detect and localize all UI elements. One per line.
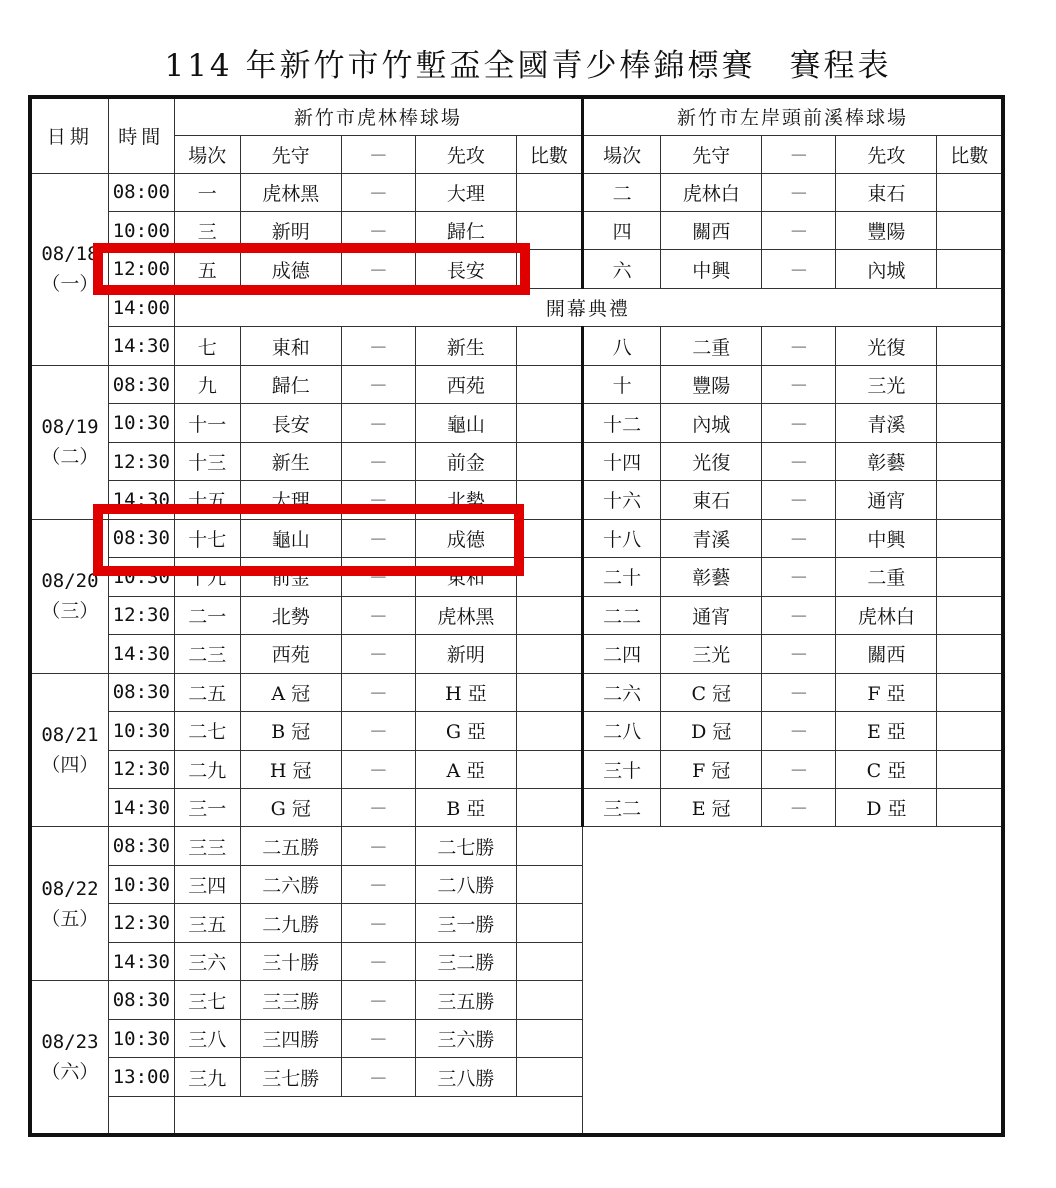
- schedule-row: [30, 481, 1003, 519]
- game-number-b: 二四: [582, 635, 660, 673]
- team-home-b: 虎林白: [836, 596, 937, 634]
- vs-dash-a: －: [341, 827, 415, 865]
- schedule-row: [30, 558, 1003, 596]
- score-cell-a: [516, 211, 582, 249]
- header-score-a: 比數: [516, 135, 582, 173]
- venue-b-name: 新竹市左岸頭前溪棒球場: [582, 97, 1003, 135]
- team-away-a: 三十勝: [240, 942, 341, 980]
- score-cell-a: [516, 673, 582, 711]
- game-number-a: 十五: [174, 481, 240, 519]
- team-away-a: 新生: [240, 442, 341, 480]
- schedule-row: [30, 404, 1003, 442]
- team-home-b: E 亞: [836, 712, 937, 750]
- venue-a-name: 新竹市虎林棒球場: [174, 97, 582, 135]
- time-cell: 12:30: [108, 904, 174, 942]
- score-cell-a: [516, 942, 582, 980]
- game-number-b: 二二: [582, 596, 660, 634]
- schedule-row: [30, 250, 1003, 288]
- vs-dash-b: －: [762, 442, 836, 480]
- time-cell: 14:00: [108, 288, 174, 326]
- weekday-label: （二）: [41, 446, 99, 469]
- team-away-a: A 冠: [240, 673, 341, 711]
- score-cell-a: [516, 519, 582, 557]
- team-away-b: 豐陽: [661, 365, 762, 403]
- vs-dash-a: －: [341, 673, 415, 711]
- team-home-a: 長安: [415, 250, 516, 288]
- game-number-a: 三九: [174, 1058, 240, 1096]
- team-home-a: 虎林黑: [415, 596, 516, 634]
- game-number-b: 二: [582, 173, 660, 211]
- date-label: 08/20: [41, 570, 99, 593]
- date-label: 08/23: [41, 1031, 99, 1054]
- date-cell: [30, 981, 108, 1135]
- vs-dash-b: －: [762, 365, 836, 403]
- time-cell: 12:30: [108, 596, 174, 634]
- score-cell-b: [937, 211, 1003, 249]
- team-home-a: 三五勝: [415, 981, 516, 1019]
- vs-dash-a: －: [341, 327, 415, 365]
- team-home-a: 三二勝: [415, 942, 516, 980]
- time-cell: 08:00: [108, 173, 174, 211]
- team-away-a: 虎林黑: [240, 173, 341, 211]
- header-score-b: 比數: [937, 135, 1003, 173]
- team-away-b: 彰藝: [661, 558, 762, 596]
- game-number-a: 九: [174, 365, 240, 403]
- score-cell-a: [516, 789, 582, 827]
- score-cell-b: [937, 558, 1003, 596]
- game-number-b: 十二: [582, 404, 660, 442]
- vs-dash-b: －: [762, 250, 836, 288]
- time-cell: 14:30: [108, 327, 174, 365]
- time-cell: 10:00: [108, 211, 174, 249]
- vs-dash-b: －: [762, 211, 836, 249]
- team-away-b: 二重: [661, 327, 762, 365]
- score-cell-a: [516, 1058, 582, 1096]
- team-home-a: H 亞: [415, 673, 516, 711]
- time-cell: 08:30: [108, 519, 174, 557]
- schedule-row: [30, 365, 1003, 403]
- vs-dash-b: －: [762, 673, 836, 711]
- time-cell: 10:30: [108, 865, 174, 903]
- time-cell: 14:30: [108, 942, 174, 980]
- team-away-a: 成德: [240, 250, 341, 288]
- team-home-b: F 亞: [836, 673, 937, 711]
- score-cell-b: [937, 365, 1003, 403]
- header-away-b: 先守: [661, 135, 762, 173]
- team-home-b: 光復: [836, 327, 937, 365]
- team-away-a: 三四勝: [240, 1019, 341, 1057]
- game-number-a: 二一: [174, 596, 240, 634]
- vs-dash-a: －: [341, 519, 415, 557]
- team-home-a: A 亞: [415, 750, 516, 788]
- game-number-b: 三十: [582, 750, 660, 788]
- date-cell: [30, 519, 108, 673]
- game-number-a: 三: [174, 211, 240, 249]
- game-number-a: 三七: [174, 981, 240, 1019]
- game-number-a: 一: [174, 173, 240, 211]
- team-away-b: 光復: [661, 442, 762, 480]
- team-home-a: 二七勝: [415, 827, 516, 865]
- vs-dash-b: －: [762, 635, 836, 673]
- vs-dash-a: －: [341, 173, 415, 211]
- score-cell-a: [516, 250, 582, 288]
- team-home-b: 通宵: [836, 481, 937, 519]
- team-away-a: 二六勝: [240, 865, 341, 903]
- team-away-a: 前金: [240, 558, 341, 596]
- schedule-table: [28, 95, 1005, 1137]
- team-away-b: 虎林白: [661, 173, 762, 211]
- score-cell-a: [516, 750, 582, 788]
- schedule-row: [30, 789, 1003, 827]
- time-cell: 08:30: [108, 981, 174, 1019]
- score-cell-a: [516, 404, 582, 442]
- team-home-b: 三光: [836, 365, 937, 403]
- vs-dash-b: －: [762, 327, 836, 365]
- team-away-a: 新明: [240, 211, 341, 249]
- team-home-a: 三八勝: [415, 1058, 516, 1096]
- team-away-a: H 冠: [240, 750, 341, 788]
- time-cell: 08:30: [108, 827, 174, 865]
- vs-dash-a: －: [341, 635, 415, 673]
- vs-dash-a: －: [341, 211, 415, 249]
- team-away-a: 長安: [240, 404, 341, 442]
- header-dash-b: －: [762, 135, 836, 173]
- team-away-a: 西苑: [240, 635, 341, 673]
- team-home-a: B 亞: [415, 789, 516, 827]
- schedule-row: [30, 173, 1003, 211]
- game-number-b: 十八: [582, 519, 660, 557]
- score-cell-a: [516, 712, 582, 750]
- game-number-b: 十六: [582, 481, 660, 519]
- team-home-a: 二八勝: [415, 865, 516, 903]
- vs-dash-a: －: [341, 981, 415, 1019]
- schedule-row: [30, 827, 1003, 865]
- team-away-a: 三七勝: [240, 1058, 341, 1096]
- score-cell-b: [937, 519, 1003, 557]
- team-home-b: 內城: [836, 250, 937, 288]
- team-away-b: 東石: [661, 481, 762, 519]
- time-cell: 14:30: [108, 635, 174, 673]
- score-cell-b: [937, 750, 1003, 788]
- team-away-b: 關西: [661, 211, 762, 249]
- game-number-a: 二五: [174, 673, 240, 711]
- score-cell-a: [516, 904, 582, 942]
- date-label: 08/21: [41, 724, 99, 747]
- game-number-a: 二七: [174, 712, 240, 750]
- time-cell: 08:30: [108, 673, 174, 711]
- weekday-label: （一）: [41, 273, 99, 296]
- header-home-b: 先攻: [836, 135, 937, 173]
- score-cell-b: [937, 712, 1003, 750]
- header-away-a: 先守: [240, 135, 341, 173]
- score-cell-a: [516, 558, 582, 596]
- score-cell-b: [937, 173, 1003, 211]
- vs-dash-a: －: [341, 712, 415, 750]
- team-away-b: C 冠: [661, 673, 762, 711]
- vs-dash-a: －: [341, 558, 415, 596]
- score-cell-b: [937, 327, 1003, 365]
- vs-dash-b: －: [762, 712, 836, 750]
- schedule-row: [30, 750, 1003, 788]
- game-number-a: 十九: [174, 558, 240, 596]
- vs-dash-b: －: [762, 596, 836, 634]
- game-number-a: 三五: [174, 904, 240, 942]
- team-home-b: 豐陽: [836, 211, 937, 249]
- game-number-a: 三一: [174, 789, 240, 827]
- schedule-row: [30, 673, 1003, 711]
- team-home-a: 歸仁: [415, 211, 516, 249]
- game-number-a: 三三: [174, 827, 240, 865]
- team-home-b: 青溪: [836, 404, 937, 442]
- game-number-a: 十一: [174, 404, 240, 442]
- team-home-a: 龜山: [415, 404, 516, 442]
- game-number-b: 八: [582, 327, 660, 365]
- time-cell: 13:00: [108, 1058, 174, 1096]
- team-home-b: 二重: [836, 558, 937, 596]
- team-away-a: 大理: [240, 481, 341, 519]
- vs-dash-b: －: [762, 404, 836, 442]
- team-home-a: 東和: [415, 558, 516, 596]
- vs-dash-a: －: [341, 596, 415, 634]
- score-cell-a: [516, 442, 582, 480]
- weekday-label: （六）: [41, 1061, 99, 1084]
- vs-dash-b: －: [762, 558, 836, 596]
- score-cell-b: [937, 789, 1003, 827]
- score-cell-b: [937, 404, 1003, 442]
- team-home-b: 關西: [836, 635, 937, 673]
- game-number-b: 二六: [582, 673, 660, 711]
- score-cell-a: [516, 327, 582, 365]
- opening-ceremony: 開幕典禮: [174, 288, 1003, 326]
- vs-dash-a: －: [341, 789, 415, 827]
- team-away-b: 內城: [661, 404, 762, 442]
- schedule-row: [30, 596, 1003, 634]
- schedule-row: [30, 519, 1003, 557]
- team-away-b: E 冠: [661, 789, 762, 827]
- schedule-row: [30, 635, 1003, 673]
- game-number-a: 五: [174, 250, 240, 288]
- team-home-b: 中興: [836, 519, 937, 557]
- time-cell: 14:30: [108, 481, 174, 519]
- vs-dash-b: －: [762, 519, 836, 557]
- time-cell: 12:00: [108, 250, 174, 288]
- score-cell-b: [937, 635, 1003, 673]
- team-away-a: 歸仁: [240, 365, 341, 403]
- date-cell: [30, 173, 108, 365]
- venue-b-blank-area: [582, 827, 1003, 1135]
- date-cell: [30, 827, 108, 981]
- score-cell-a: [516, 981, 582, 1019]
- score-cell-a: [516, 1019, 582, 1057]
- score-cell-a: [516, 173, 582, 211]
- time-cell: 10:30: [108, 558, 174, 596]
- team-away-b: 中興: [661, 250, 762, 288]
- team-away-a: B 冠: [240, 712, 341, 750]
- time-cell: [108, 1096, 174, 1135]
- team-away-a: G 冠: [240, 789, 341, 827]
- vs-dash-a: －: [341, 442, 415, 480]
- score-cell-a: [516, 596, 582, 634]
- vs-dash-a: －: [341, 404, 415, 442]
- team-home-b: D 亞: [836, 789, 937, 827]
- schedule-row: [30, 327, 1003, 365]
- header-time: 時間: [108, 97, 174, 173]
- vs-dash-a: －: [341, 865, 415, 903]
- team-home-a: 大理: [415, 173, 516, 211]
- team-away-b: 青溪: [661, 519, 762, 557]
- team-home-a: G 亞: [415, 712, 516, 750]
- team-away-a: 三三勝: [240, 981, 341, 1019]
- team-home-a: 新明: [415, 635, 516, 673]
- page-title: 114 年新竹市竹塹盃全國青少棒錦標賽 賽程表: [164, 48, 892, 84]
- game-number-a: 三八: [174, 1019, 240, 1057]
- vs-dash-b: －: [762, 789, 836, 827]
- game-number-b: 二十: [582, 558, 660, 596]
- vs-dash-a: －: [341, 1058, 415, 1096]
- header-game-no-b: 場次: [582, 135, 660, 173]
- game-number-a: 三四: [174, 865, 240, 903]
- header-home-a: 先攻: [415, 135, 516, 173]
- date-label: 08/19: [41, 416, 99, 439]
- game-number-b: 三二: [582, 789, 660, 827]
- score-cell-b: [937, 442, 1003, 480]
- team-home-a: 北勢: [415, 481, 516, 519]
- empty-cell: [174, 1096, 582, 1135]
- vs-dash-a: －: [341, 481, 415, 519]
- weekday-label: （四）: [41, 754, 99, 777]
- date-label: 08/22: [41, 877, 99, 900]
- game-number-b: 十: [582, 365, 660, 403]
- team-home-a: 三一勝: [415, 904, 516, 942]
- date-cell: [30, 365, 108, 519]
- vs-dash-a: －: [341, 365, 415, 403]
- score-cell-b: [937, 250, 1003, 288]
- schedule-row: [30, 288, 1003, 326]
- game-number-a: 二九: [174, 750, 240, 788]
- vs-dash-a: －: [341, 942, 415, 980]
- vs-dash-a: －: [341, 750, 415, 788]
- time-cell: 10:30: [108, 404, 174, 442]
- score-cell-a: [516, 481, 582, 519]
- score-cell-b: [937, 673, 1003, 711]
- header-date: 日期: [30, 97, 108, 173]
- team-away-b: F 冠: [661, 750, 762, 788]
- weekday-label: （五）: [41, 907, 99, 930]
- time-cell: 08:30: [108, 365, 174, 403]
- score-cell-a: [516, 827, 582, 865]
- score-cell-b: [937, 596, 1003, 634]
- game-number-b: 二八: [582, 712, 660, 750]
- game-number-a: 二三: [174, 635, 240, 673]
- vs-dash-b: －: [762, 173, 836, 211]
- team-home-a: 西苑: [415, 365, 516, 403]
- time-cell: 14:30: [108, 789, 174, 827]
- header-game-no-a: 場次: [174, 135, 240, 173]
- game-number-b: 十四: [582, 442, 660, 480]
- game-number-a: 十七: [174, 519, 240, 557]
- team-home-b: C 亞: [836, 750, 937, 788]
- game-number-a: 七: [174, 327, 240, 365]
- score-cell-a: [516, 365, 582, 403]
- game-number-a: 三六: [174, 942, 240, 980]
- team-away-a: 北勢: [240, 596, 341, 634]
- team-home-a: 新生: [415, 327, 516, 365]
- game-number-b: 六: [582, 250, 660, 288]
- schedule-row: [30, 211, 1003, 249]
- team-away-a: 二九勝: [240, 904, 341, 942]
- time-cell: 10:30: [108, 1019, 174, 1057]
- score-cell-a: [516, 635, 582, 673]
- team-home-a: 三六勝: [415, 1019, 516, 1057]
- team-away-b: D 冠: [661, 712, 762, 750]
- vs-dash-a: －: [341, 1019, 415, 1057]
- time-cell: 12:30: [108, 750, 174, 788]
- score-cell-a: [516, 865, 582, 903]
- team-away-b: 三光: [661, 635, 762, 673]
- game-number-b: 四: [582, 211, 660, 249]
- schedule-row: [30, 712, 1003, 750]
- team-away-b: 通宵: [661, 596, 762, 634]
- time-cell: 10:30: [108, 712, 174, 750]
- score-cell-b: [937, 481, 1003, 519]
- time-cell: 12:30: [108, 442, 174, 480]
- vs-dash-b: －: [762, 750, 836, 788]
- game-number-a: 十三: [174, 442, 240, 480]
- vs-dash-a: －: [341, 904, 415, 942]
- team-home-a: 成德: [415, 519, 516, 557]
- date-label: 08/18: [41, 243, 99, 266]
- vs-dash-b: －: [762, 481, 836, 519]
- date-cell: [30, 673, 108, 827]
- team-away-a: 東和: [240, 327, 341, 365]
- schedule-row: [30, 442, 1003, 480]
- team-home-b: 彰藝: [836, 442, 937, 480]
- team-home-a: 前金: [415, 442, 516, 480]
- team-away-a: 二五勝: [240, 827, 341, 865]
- team-away-a: 龜山: [240, 519, 341, 557]
- header-dash-a: －: [341, 135, 415, 173]
- vs-dash-a: －: [341, 250, 415, 288]
- team-home-b: 東石: [836, 173, 937, 211]
- weekday-label: （三）: [41, 600, 99, 623]
